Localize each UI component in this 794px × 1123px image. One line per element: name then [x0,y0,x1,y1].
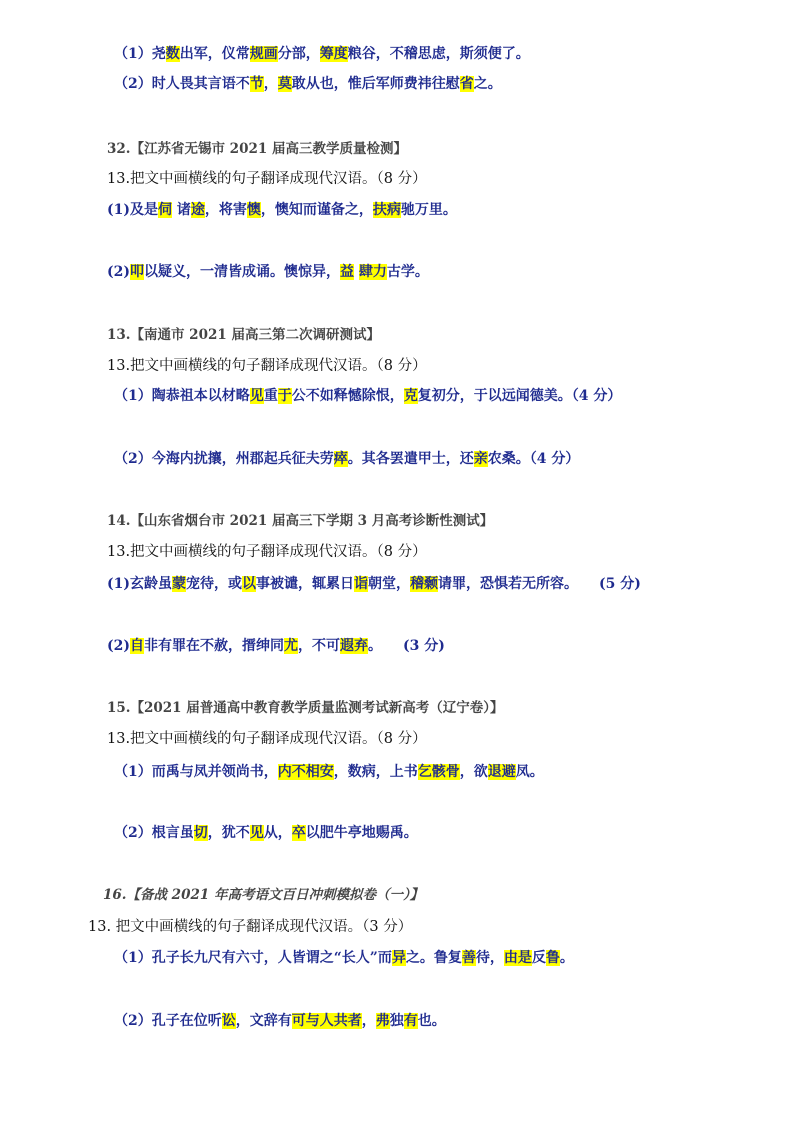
answer-text: 。 (3 分) [368,638,445,654]
highlighted-text: 益 [340,264,354,280]
answer-text: （2）今海内扰攘，州郡起兵征夫劳 [114,451,334,467]
highlighted-text: 规画 [249,46,278,62]
highlighted-text: 自 [130,638,144,654]
answer-text: （1）陶恭祖本以材略 [114,388,250,404]
intro-answer-1 [114,44,530,64]
answer-text: 请罪，恐惧若无所容。 (5 分) [438,576,641,592]
highlighted-text: 尤 [284,638,298,654]
highlighted-text: 节 [249,76,264,92]
highlighted-text: 善 [461,950,476,966]
answer-text: 从， [263,825,292,841]
highlighted-text: 叩 [130,264,144,280]
answer-text: (2) [107,264,130,280]
answer-text: （2）根言虽 [114,825,194,841]
section-heading: 15.【2021 届普通高中教育教学质量监测考试新高考（辽宁卷）】 [107,700,504,716]
highlighted-text: 途 [190,202,205,218]
answer-text: 以疑义，一清皆成诵。懊惊异， [144,264,340,280]
answer-text: 出军，仪常 [179,46,250,62]
question-text: 13.把文中画横线的句子翻译成现代汉语。（8 分） [107,171,427,187]
answer-text: 凤。 [515,764,544,780]
answer-line-1 [107,200,457,220]
intro-answer-2 [114,74,502,94]
answer-line-2 [114,1011,446,1031]
answer-text: 粮谷，不稽思虑，斯须便了。 [347,46,530,62]
answer-text: 之。鲁复 [405,950,462,966]
highlighted-text: 于 [277,388,292,404]
answer-text: 反 [531,950,546,966]
highlighted-text: 筹度 [319,46,348,62]
highlighted-text: 切 [193,825,208,841]
answer-text: (1)及是 [107,202,158,218]
answer-text: （2）孔子在位听 [114,1013,222,1029]
answer-text: (1)玄龄虽 [107,576,172,592]
answer-text: ，将害 [204,202,247,218]
highlighted-text: 数 [165,46,180,62]
question-text: 13.把文中画横线的句子翻译成现代汉语。（8 分） [107,731,427,747]
highlighted-text: 可与人共者 [291,1013,362,1029]
answer-text: 敢从也，惟后军师费祎往慰 [291,76,460,92]
answer-line-1 [107,574,641,594]
answer-text: ，不可 [298,638,340,654]
answer-line-2 [114,823,418,843]
highlighted-text: 肆力 [358,264,387,280]
highlighted-text: 瘁 [333,451,348,467]
answer-text: （1）而禹与凤并领尚书， [114,764,278,780]
highlighted-text: 莫 [277,76,292,92]
highlighted-text: 异 [391,950,406,966]
answer-text: 。其各罢遣甲士，还 [347,451,474,467]
answer-text: ，文辞有 [235,1013,292,1029]
answer-text: 古学。 [386,264,429,280]
highlighted-text: 内不相安 [277,764,334,780]
answer-text: ，数病，上书 [333,764,418,780]
answer-text: 宠待，或 [186,576,242,592]
answer-text: 。 [559,950,574,966]
question-text: 13.把文中画横线的句子翻译成现代汉语。（8 分） [107,544,427,560]
highlighted-text: 乞骸骨 [417,764,460,780]
answer-line-2 [107,262,429,282]
answer-text: (2) [107,638,130,654]
answer-text: ，犹不 [207,825,250,841]
section-heading: 32.【江苏省无锡市 2021 届高三教学质量检测】 [107,141,407,157]
answer-text: 独 [389,1013,404,1029]
answer-text: 之。 [473,76,502,92]
highlighted-text: 有 [403,1013,418,1029]
highlighted-text: 省 [459,76,474,92]
answer-text: 驰万里。 [400,202,457,218]
answer-text: 分部， [277,46,320,62]
answer-text: 农桑。（4 分） [487,451,580,467]
answer-text: 也。 [417,1013,446,1029]
answer-line-1 [114,386,621,406]
answer-text: （1）孔子长九尺有六寸，人皆谓之“长人”而 [114,950,392,966]
highlighted-text: 伺 [158,202,172,218]
answer-line-2 [114,449,579,469]
highlighted-text: 蒙 [172,576,186,592]
answer-text: （2）时人畏其言语不 [114,76,250,92]
answer-text: （1）尧 [114,46,166,62]
answer-text: 朝堂， [368,576,410,592]
section-heading: 14.【山东省烟台市 2021 届高三下学期 3 月高考诊断性测试】 [107,513,494,529]
question-text: 13. 把文中画横线的句子翻译成现代汉语。（3 分） [88,919,413,935]
answer-text: 复初分，于以远闻德美。（4 分） [417,388,622,404]
highlighted-text: 稽颡 [410,576,438,592]
question-text: 13.把文中画横线的句子翻译成现代汉语。（8 分） [107,358,427,374]
highlighted-text: 鲁 [545,950,560,966]
answer-text: 待， [475,950,504,966]
answer-line-2 [107,636,445,656]
highlighted-text: 见 [249,825,264,841]
highlighted-text: 弗 [375,1013,390,1029]
section-heading: 16.【备战 2021 年高考语文百日冲刺模拟卷（一）】 [103,887,424,903]
answer-text: ， [263,76,278,92]
answer-line-1 [114,948,574,968]
answer-text: 事被谴，辄累日 [256,576,354,592]
answer-line-1 [114,762,544,782]
highlighted-text: 退避 [487,764,516,780]
section-heading: 13.【南通市 2021 届高三第二次调研测试】 [107,327,380,343]
highlighted-text: 扶病 [372,202,401,218]
highlighted-text: 亲 [473,451,488,467]
answer-text: ， [361,1013,376,1029]
answer-text: 以肥牛亭地赐禹。 [305,825,418,841]
highlighted-text: 讼 [221,1013,236,1029]
answer-text: 诸 [172,202,191,218]
answer-text: ，懊知而谨备之， [260,202,373,218]
answer-text: 重 [263,388,278,404]
answer-text: ，欲 [459,764,488,780]
highlighted-text: 卒 [291,825,306,841]
answer-text: 非有罪在不赦，搢绅同 [144,638,284,654]
highlighted-text: 见 [249,388,264,404]
highlighted-text: 遐弃 [340,638,368,654]
highlighted-text: 诣 [354,576,368,592]
highlighted-text: 由是 [503,950,532,966]
answer-text: 公不如释憾除恨， [291,388,404,404]
highlighted-text: 克 [403,388,418,404]
highlighted-text: 懊 [246,202,261,218]
highlighted-text: 以 [242,576,256,592]
